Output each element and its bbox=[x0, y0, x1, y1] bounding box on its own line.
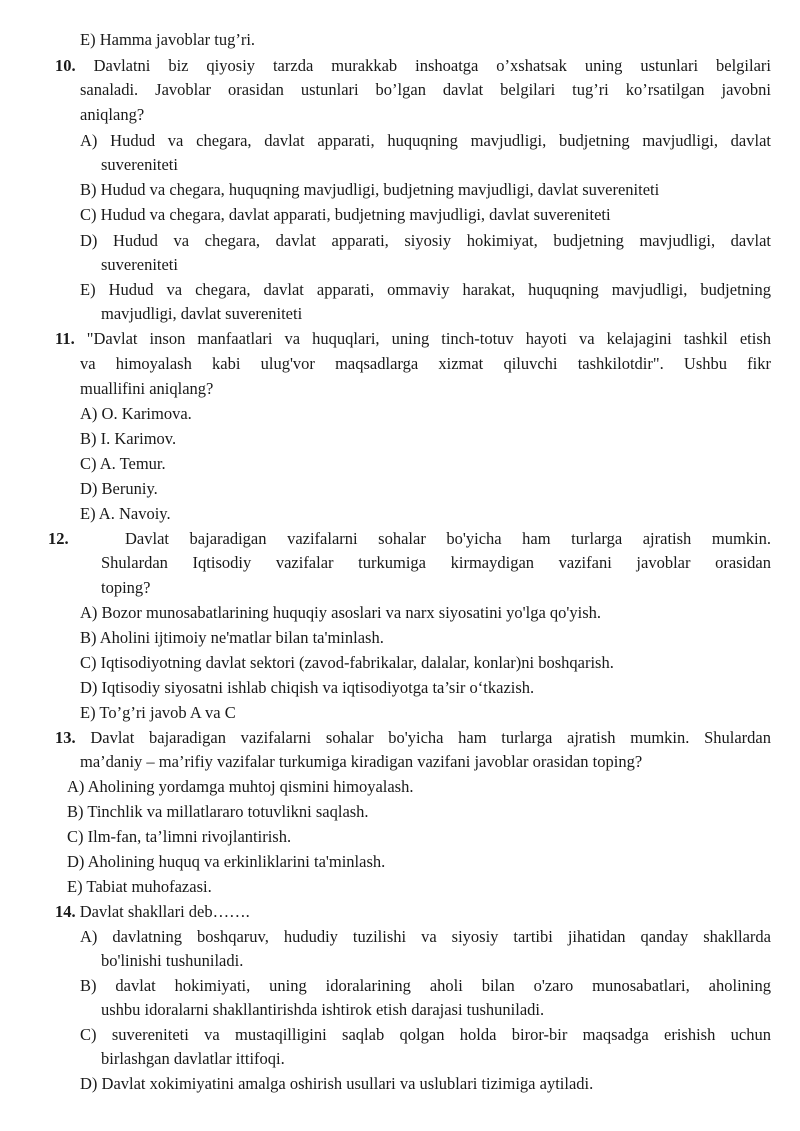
q12-option-c: C) Iqtisodiyotning davlat sektori (zavod-fabrikalar, dalalar, konlar)ni boshqarish. bbox=[80, 653, 614, 672]
q10-stem-text-1: Davlatni biz qiyosiy tarzda murakkab inshoatga o’xshatsak uning ustunlari belgilari bbox=[93, 56, 771, 75]
q10-option-e-cont: mavjudligi, davlat suvereniteti bbox=[101, 304, 303, 323]
q11-stem-text-1: "Davlat inson manfaatlari va huquqlari, uning tinch-totuv hayoti va kelajagini tashkil etish bbox=[86, 329, 771, 348]
q13-option-a: A) Aholining yordamga muhtoj qismini himoyalash. bbox=[67, 777, 414, 796]
q12-stem-line-3: toping? bbox=[101, 578, 151, 597]
q10-option-a-cont: suvereniteti bbox=[101, 155, 178, 174]
q12-option-b: B) Aholini ijtimoiy ne'matlar bilan ta'minlash. bbox=[80, 628, 384, 647]
q10-option-b: B) Hudud va chegara, huquqning mavjudligi, budjetning mavjudligi, davlat suvereniteti bbox=[80, 180, 660, 199]
q11-stem-line-3: muallifini aniqlang? bbox=[80, 379, 214, 398]
q13-option-c: C) Ilm-fan, ta’limni rivojlantirish. bbox=[67, 827, 292, 846]
q11-option-b: B) I. Karimov. bbox=[80, 429, 177, 448]
q10-stem-line-2: sanaladi. Javoblar orasidan ustunlari bo’lgan davlat belgilari tug’ri ko’rsatilgan javobni bbox=[80, 80, 771, 99]
q11-stem-line-1 bbox=[55, 327, 771, 351]
q10-stem-line-3: aniqlang? bbox=[80, 105, 145, 124]
q12-option-d: D) Iqtisodiy siyosatni ishlab chiqish va iqtisodiyotga ta’sir o‘tkazish. bbox=[80, 678, 535, 697]
q11-stem-line-2: va himoyalash kabi ulug'vor maqsadlarga xizmat qiluvchi tashkilotdir". Ushbu fikr bbox=[80, 354, 771, 373]
q10-option-a: A) Hudud va chegara, davlat apparati, huquqning mavjudligi, budjetning mavjudligi, davlat bbox=[80, 131, 771, 150]
q14-option-b-cont: ushbu idoralarni shakllantirishda ishtirok etish darajasi tushuniladi. bbox=[101, 1000, 545, 1019]
q10-option-d-cont: suvereniteti bbox=[101, 255, 178, 274]
q11-option-c: C) A. Temur. bbox=[80, 454, 166, 473]
q13-option-b: B) Tinchlik va millatlararo totuvlikni saqlash. bbox=[67, 802, 369, 821]
q12-option-e: E) To’g’ri javob A va C bbox=[80, 703, 236, 722]
q12-stem-line-1: Davlat bajaradigan vazifalarni sohalar bo'yicha ham turlarga ajratish mumkin. bbox=[125, 529, 771, 548]
q10-option-c: C) Hudud va chegara, davlat apparati, budjetning mavjudligi, davlat suvereniteti bbox=[80, 205, 611, 224]
q14-option-a: A) davlatning boshqaruv, hududiy tuzilishi va siyosiy tartibi jihatidan qanday shakllarda bbox=[80, 927, 771, 946]
q11-option-d: D) Beruniy. bbox=[80, 479, 158, 498]
q14-stem-text: Davlat shakllari deb……. bbox=[79, 902, 250, 921]
q13-stem-line-2: ma’daniy – ma’rifiy vazifalar turkumiga kiradigan vazifani javoblar orasidan toping? bbox=[80, 752, 643, 771]
q10-number: 10. bbox=[55, 56, 76, 75]
q14-stem bbox=[55, 900, 250, 924]
q13-option-e: E) Tabiat muhofazasi. bbox=[67, 877, 212, 896]
q14-option-a-cont: bo'linishi tushuniladi. bbox=[101, 951, 244, 970]
q11-number: 11. bbox=[55, 329, 75, 348]
q12-option-a: A) Bozor munosabatlarining huquqiy asoslari va narx siyosatini yo'lga qo'yish. bbox=[80, 603, 602, 622]
q14-option-c-cont: birlashgan davlatlar ittifoqi. bbox=[101, 1049, 285, 1068]
q14-option-b: B) davlat hokimiyati, uning idoralarining aholi bilan o'zaro munosabatlari, aholining bbox=[80, 976, 771, 995]
q12-number: 12. bbox=[48, 529, 69, 548]
q14-option-d: D) Davlat xokimiyatini amalga oshirish usullari va uslublari tizimiga aytiladi. bbox=[80, 1074, 594, 1093]
q10-option-e: E) Hudud va chegara, davlat apparati, ommaviy harakat, huquqning mavjudligi, budjetning bbox=[80, 280, 771, 299]
q13-stem-line-1 bbox=[55, 726, 771, 750]
q12-stem-line-2: Shulardan Iqtisodiy vazifalar turkumiga kirmaydigan vazifani javoblar orasidan bbox=[101, 553, 771, 572]
q14-number: 14. bbox=[55, 902, 76, 921]
q14-option-c: C) suvereniteti va mustaqilligini saqlab qolgan holda biror-bir maqsadga erishish uchun bbox=[80, 1025, 771, 1044]
q9-option-e: E) Hamma javoblar tug’ri. bbox=[80, 30, 256, 49]
q13-stem-text-1: Davlat bajaradigan vazifalarni sohalar bo'yicha ham turlarga ajratish mumkin. Shulardan bbox=[90, 728, 771, 747]
q11-option-a: A) O. Karimova. bbox=[80, 404, 192, 423]
q13-number: 13. bbox=[55, 728, 76, 747]
q13-option-d: D) Aholining huquq va erkinliklarini ta'minlash. bbox=[67, 852, 386, 871]
q10-stem-line-1 bbox=[55, 54, 771, 78]
q10-option-d: D) Hudud va chegara, davlat apparati, siyosiy hokimiyat, budjetning mavjudligi, davlat bbox=[80, 231, 771, 250]
q11-option-e: E) A. Navoiy. bbox=[80, 504, 171, 523]
